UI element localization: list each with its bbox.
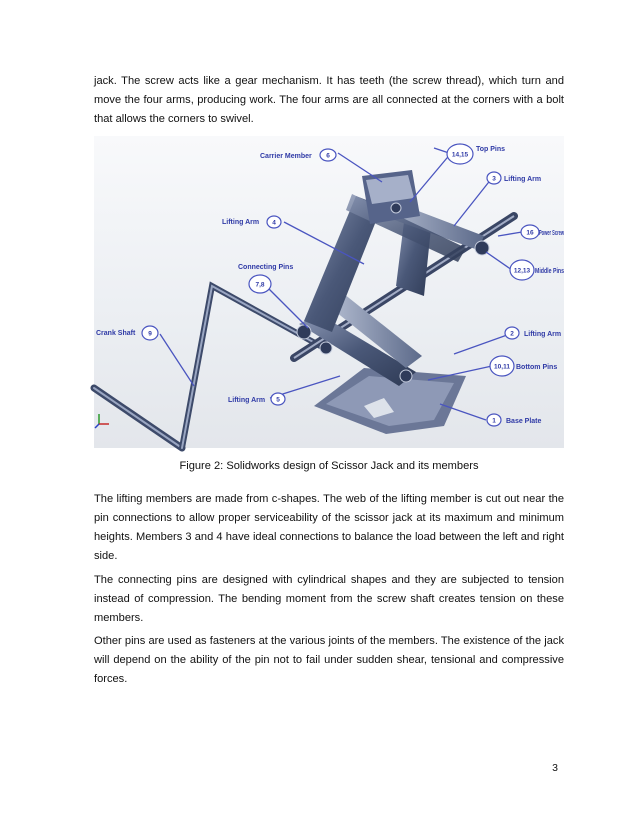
svg-text:Base Plate: Base Plate — [506, 418, 542, 425]
svg-text:Lifting Arm: Lifting Arm — [504, 176, 542, 183]
callout-lifting-arm-2 — [505, 327, 561, 339]
svg-text:Bottom Pins: Bottom Pins — [516, 364, 558, 371]
paragraph-connecting-pins: The connecting pins are designed with cylindrical shapes and they are subjected to tension instead of compression. The bending moment from the screw shaft creates tension on these members. — [94, 574, 564, 624]
svg-text:5: 5 — [276, 396, 280, 404]
axis-triad-icon — [95, 414, 109, 428]
callout-carrier-member — [260, 149, 336, 161]
svg-text:14,15: 14,15 — [451, 151, 469, 159]
callout-lifting-arm-5 — [228, 393, 285, 405]
svg-text:Lifting Arm: Lifting Arm — [228, 397, 266, 404]
carrier-member-shape — [362, 170, 420, 224]
svg-text:7,8: 7,8 — [255, 281, 265, 289]
svg-text:10,11: 10,11 — [494, 363, 510, 371]
callout-power-screw — [521, 225, 564, 239]
callout-middle-pins — [510, 260, 564, 280]
svg-text:Lifting Arm: Lifting Arm — [524, 331, 562, 338]
svg-text:4: 4 — [272, 219, 276, 227]
figure-caption: Figure 2: Solidworks design of Scissor Jack and its members — [179, 460, 479, 472]
svg-text:16: 16 — [526, 229, 534, 237]
svg-text:6: 6 — [326, 152, 330, 160]
callout-lifting-arm-3 — [487, 172, 541, 184]
paragraph-intro: jack. The screw acts like a gear mechanism. It has teeth (the screw thread), which turn and move the four arms, producing work. The four arms are all connected at the corners with a bolt that allows the corners to swivel. — [94, 75, 564, 125]
callout-lifting-arm-4 — [222, 216, 281, 228]
svg-text:Crank Shaft: Crank Shaft — [96, 330, 136, 337]
scissor-jack-figure — [94, 136, 564, 448]
callout-base-plate — [487, 414, 542, 426]
svg-text:Carrier Member: Carrier Member — [260, 153, 312, 160]
paragraph-other-pins: Other pins are used as fasteners at the various joints of the members. The existence of the jack will depend on the ability of the pin not to fail under sudden shear, tensional and compressive forces. — [94, 635, 564, 685]
callout-crank-shaft — [96, 326, 158, 340]
callout-top-pins — [447, 144, 505, 164]
svg-text:Lifting Arm: Lifting Arm — [222, 219, 260, 226]
svg-text:1: 1 — [492, 417, 496, 425]
svg-text:9: 9 — [148, 330, 152, 338]
page-number: 3 — [552, 762, 558, 774]
callout-connecting-pins — [238, 264, 293, 293]
svg-text:12,13: 12,13 — [513, 267, 531, 275]
svg-text:Connecting Pins: Connecting Pins — [238, 264, 294, 271]
svg-text:Middle Pins: Middle Pins — [535, 268, 565, 275]
svg-text:Power Screw: Power Screw — [539, 230, 565, 237]
svg-text:Top Pins: Top Pins — [476, 146, 506, 153]
paragraph-lifting-members: The lifting members are made from c-shapes. The web of the lifting member is cut out near the pin connections to allow proper serviceability of the scissor jack at its maximum and minimum heights. Members 3 and 4 have ideal connections to balance the load between the left and right side. — [94, 493, 564, 562]
callout-bottom-pins — [490, 356, 557, 376]
svg-text:2: 2 — [510, 330, 514, 338]
scissor-jack-diagram — [94, 136, 564, 448]
svg-text:3: 3 — [492, 175, 496, 183]
